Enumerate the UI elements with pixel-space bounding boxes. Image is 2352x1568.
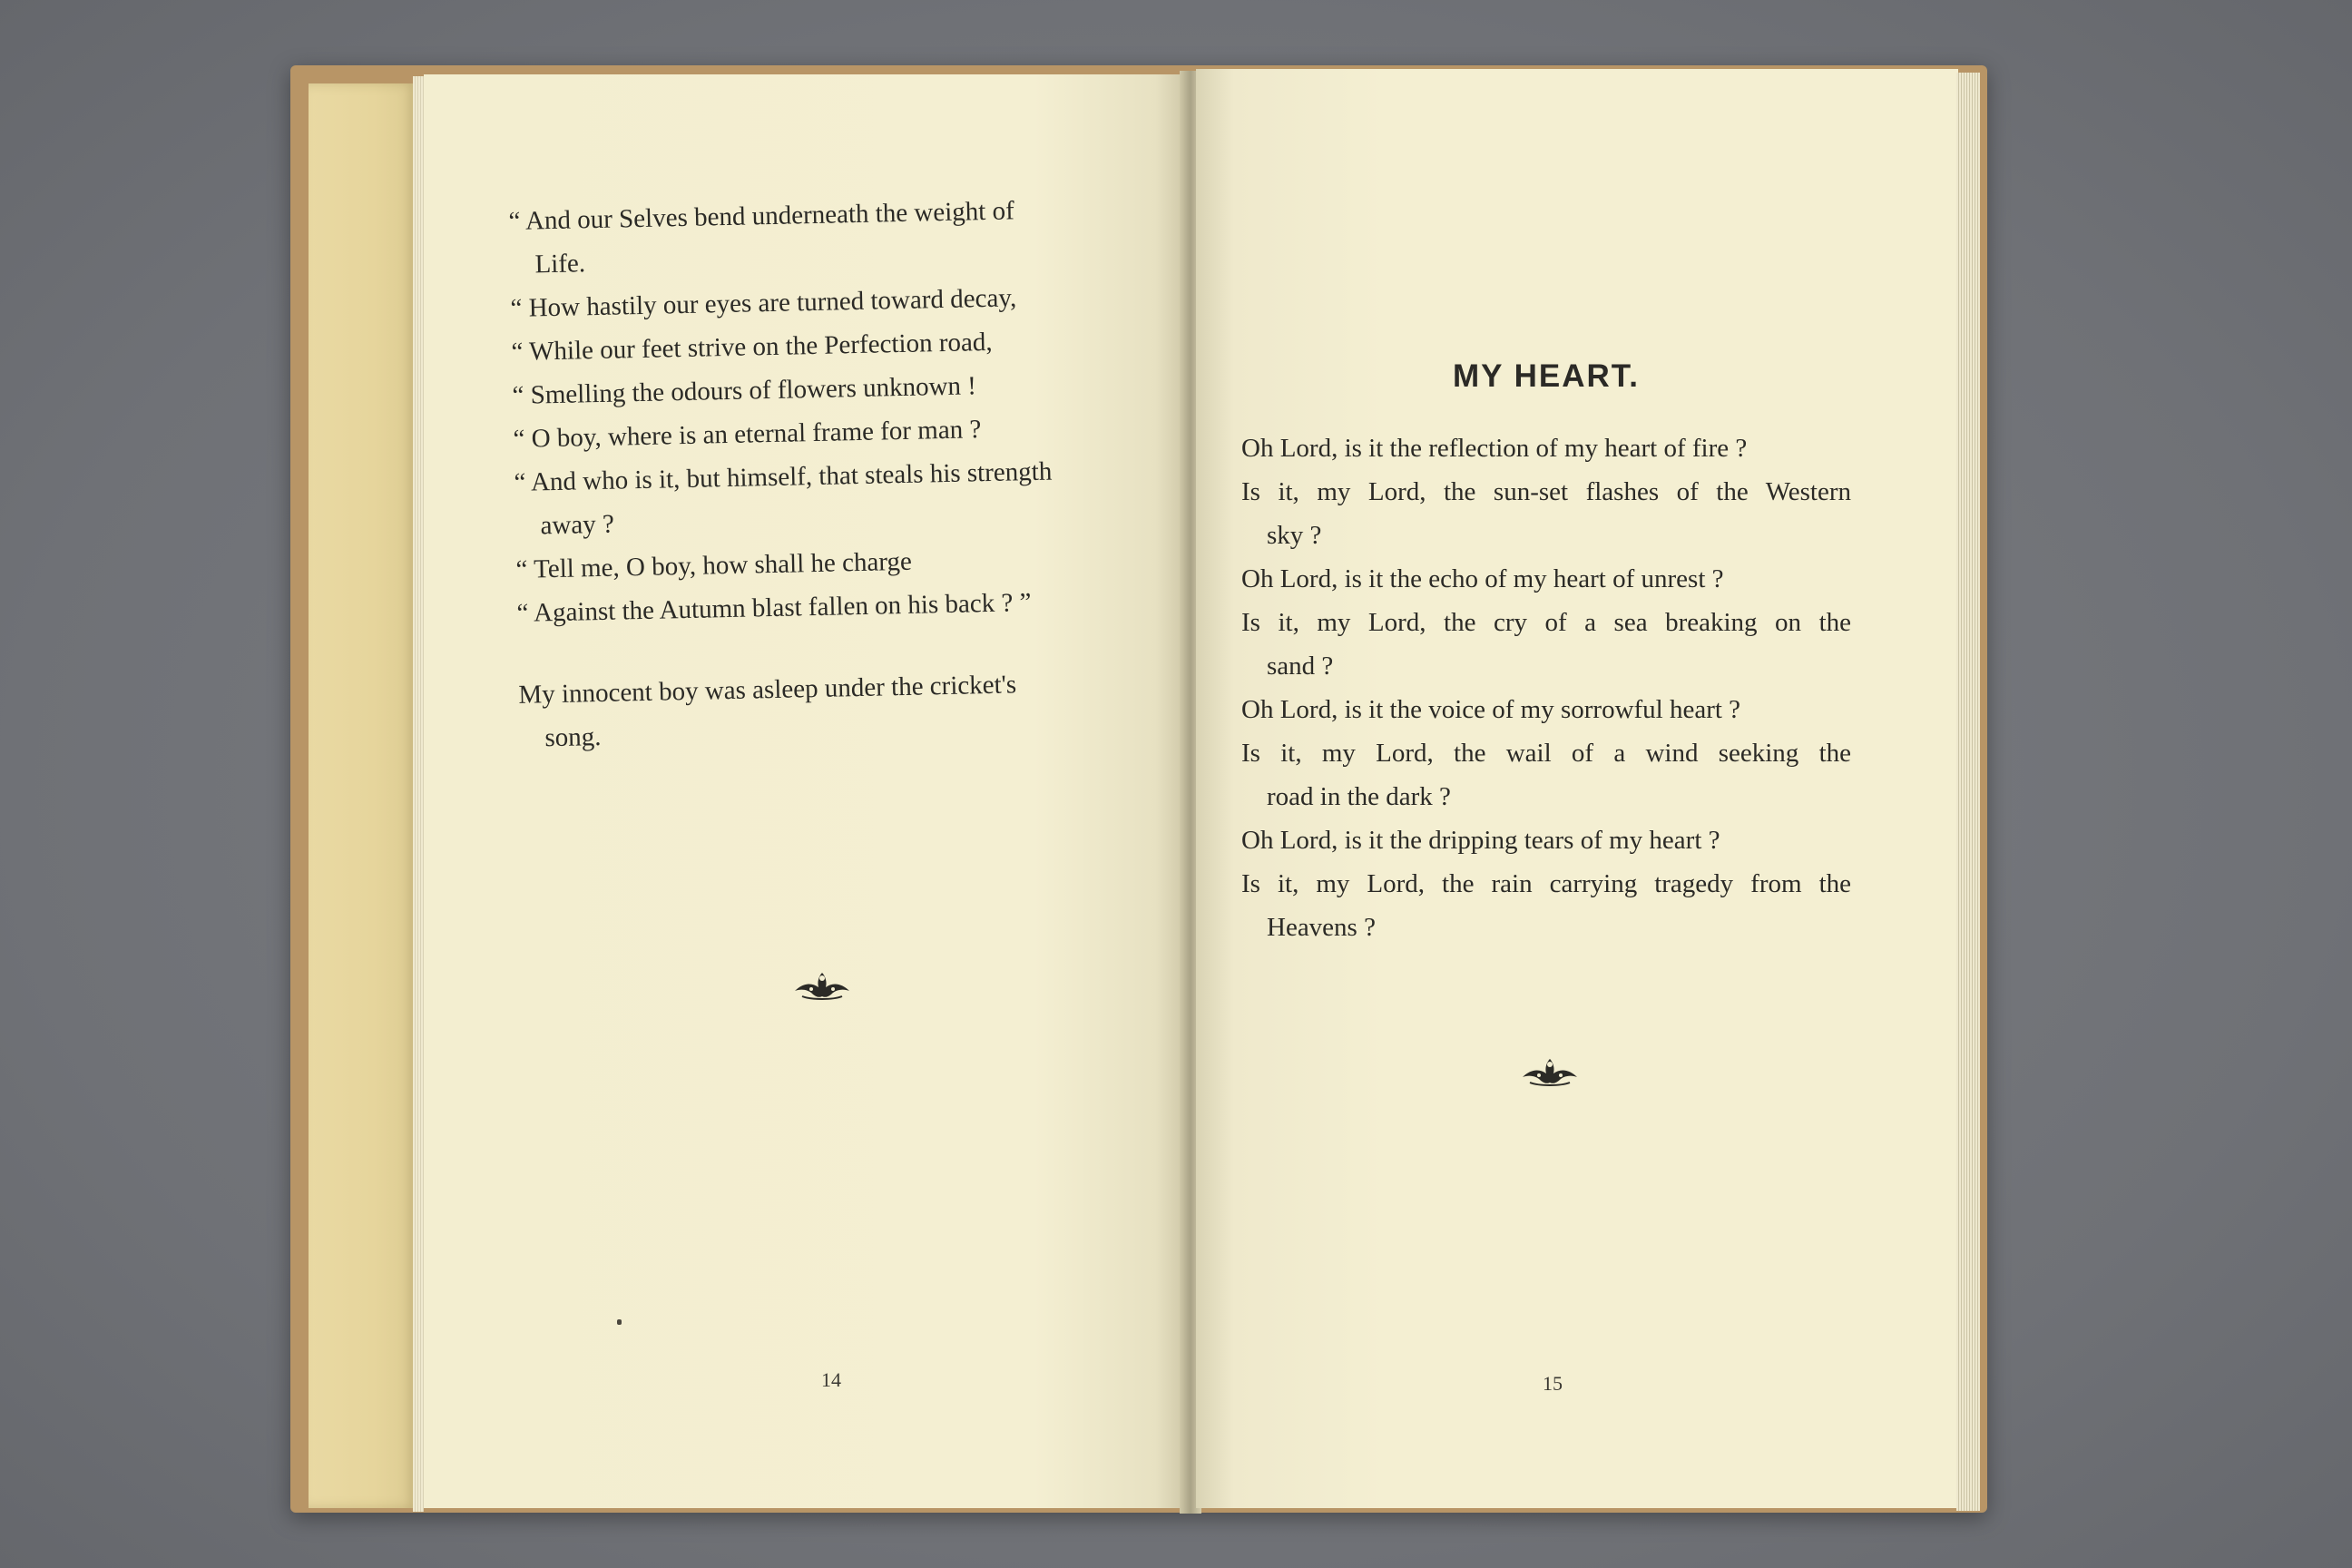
page-edges-left [413, 76, 424, 1512]
poem-line: “ Against the Autumn blast fallen on his back ? ” [516, 588, 1032, 628]
poem-line: sky ? [1267, 521, 1322, 550]
poem-line: song. [544, 721, 602, 753]
poem-line: Oh Lord, is it the dripping tears of my heart ? [1241, 826, 1720, 855]
poem-line: road in the dark ? [1267, 782, 1451, 811]
poem-line: away ? [540, 509, 615, 541]
poem-line: sand ? [1267, 652, 1334, 681]
poem-line: Is it, my Lord, the cry of a sea breaking on the [1241, 608, 1851, 637]
page-edges-right [1956, 73, 1980, 1511]
poem-line: Oh Lord, is it the echo of my heart of unrest ? [1241, 564, 1724, 593]
poem-title: MY HEART. [1453, 358, 1640, 394]
poem-line: Is it, my Lord, the rain carrying tragedy from the [1241, 869, 1851, 898]
page-number-left: 14 [821, 1368, 841, 1391]
floral-ornament-icon [793, 969, 851, 1002]
poem-line: “ While our feet strive on the Perfection road, [511, 327, 993, 367]
poem-line: Oh Lord, is it the voice of my sorrowful heart ? [1241, 695, 1741, 724]
endpaper [309, 83, 417, 1508]
ink-speck [617, 1319, 622, 1325]
page-number-right: 15 [1543, 1372, 1563, 1395]
poem-line: “ And who is it, but himself, that steals his strength [514, 456, 1053, 497]
poem-line: “ How hastily our eyes are turned toward decay, [510, 283, 1017, 323]
poem-line: “ Tell me, O boy, how shall he charge [515, 546, 913, 584]
poem-line: My innocent boy was asleep under the cricket's [518, 670, 1017, 710]
poem-line: “ O boy, where is an eternal frame for man ? [513, 415, 982, 454]
right-page-text [1241, 426, 1851, 949]
poem-line: Heavens ? [1267, 913, 1376, 942]
poem-line: Life. [534, 249, 586, 279]
poem-line: Is it, my Lord, the sun-set flashes of the Western [1241, 477, 1851, 506]
floral-ornament-icon [1521, 1055, 1579, 1088]
poem-line: Is it, my Lord, the wail of a wind seeking the [1241, 739, 1851, 768]
poem-line: Oh Lord, is it the reflection of my heart of fire ? [1241, 434, 1748, 463]
poem-line: “ And our Selves bend underneath the weight of [508, 196, 1015, 236]
poem-line: “ Smelling the odours of flowers unknown ! [512, 371, 977, 410]
left-page-text [508, 187, 1146, 760]
